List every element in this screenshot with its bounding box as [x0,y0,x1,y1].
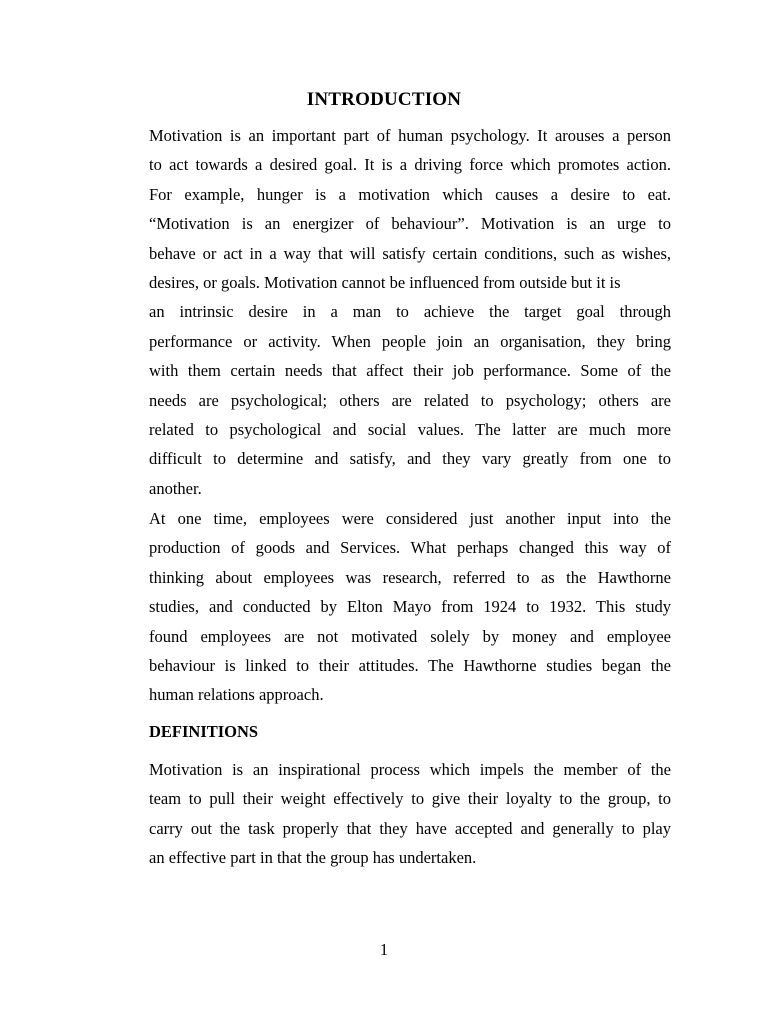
text-line: an intrinsic desire in a man to achieve the target goal through [149,302,671,322]
text-line: related to psychological and social values. The latter are much more [149,419,671,439]
text-line: desires, or goals. Motivation cannot be influenced from outside but it is [149,272,621,292]
definition-paragraph [149,755,671,873]
text-line: with them certain needs that affect their job performance. Some of the [149,361,671,381]
text-line: an effective part in that the group has undertaken. [149,848,477,868]
section-heading: DEFINITIONS [149,722,259,741]
text-line: human relations approach. [149,685,324,705]
history-paragraph [149,504,671,710]
text-line: needs are psychological; others are related to psychology; others are [149,390,671,410]
text-line: performance or activity. When people join an organisation, they bring [149,331,671,351]
text-line: behave or act in a way that will satisfy certain conditions, such as wishes, [149,243,671,263]
page-title: INTRODUCTION [306,89,462,110]
text-line: behaviour is linked to their attitudes. The Hawthorne studies began the [149,655,671,675]
text-line: found employees are not motivated solely by money and employee [149,626,671,646]
text-line: For example, hunger is a motivation which causes a desire to eat. [149,184,671,204]
text-line: to act towards a desired goal. It is a driving force which promotes action. [149,155,671,175]
text-line: carry out the task properly that they have accepted and generally to play [149,818,671,838]
introduction-paragraph [149,121,671,503]
text-line: thinking about employees was research, referred to as the Hawthorne [149,567,671,587]
text-line: Motivation is an inspirational process which impels the member of the [149,760,671,779]
text-line: another. [149,478,202,498]
text-line: Motivation is an important part of human psychology. It arouses a person [149,126,671,145]
text-line: difficult to determine and satisfy, and they vary greatly from one to [149,449,671,469]
text-line: production of goods and Services. What perhaps changed this way of [149,538,671,558]
text-line: studies, and conducted by Elton Mayo from 1924 to 1932. This study [149,597,671,617]
page-number: 1 [379,940,389,959]
text-line: “Motivation is an energizer of behaviour”. Motivation is an urge to [149,214,671,234]
text-line: At one time, employees were considered just another input into the [149,509,671,528]
text-line: team to pull their weight effectively to give their loyalty to the group, to [149,789,671,809]
